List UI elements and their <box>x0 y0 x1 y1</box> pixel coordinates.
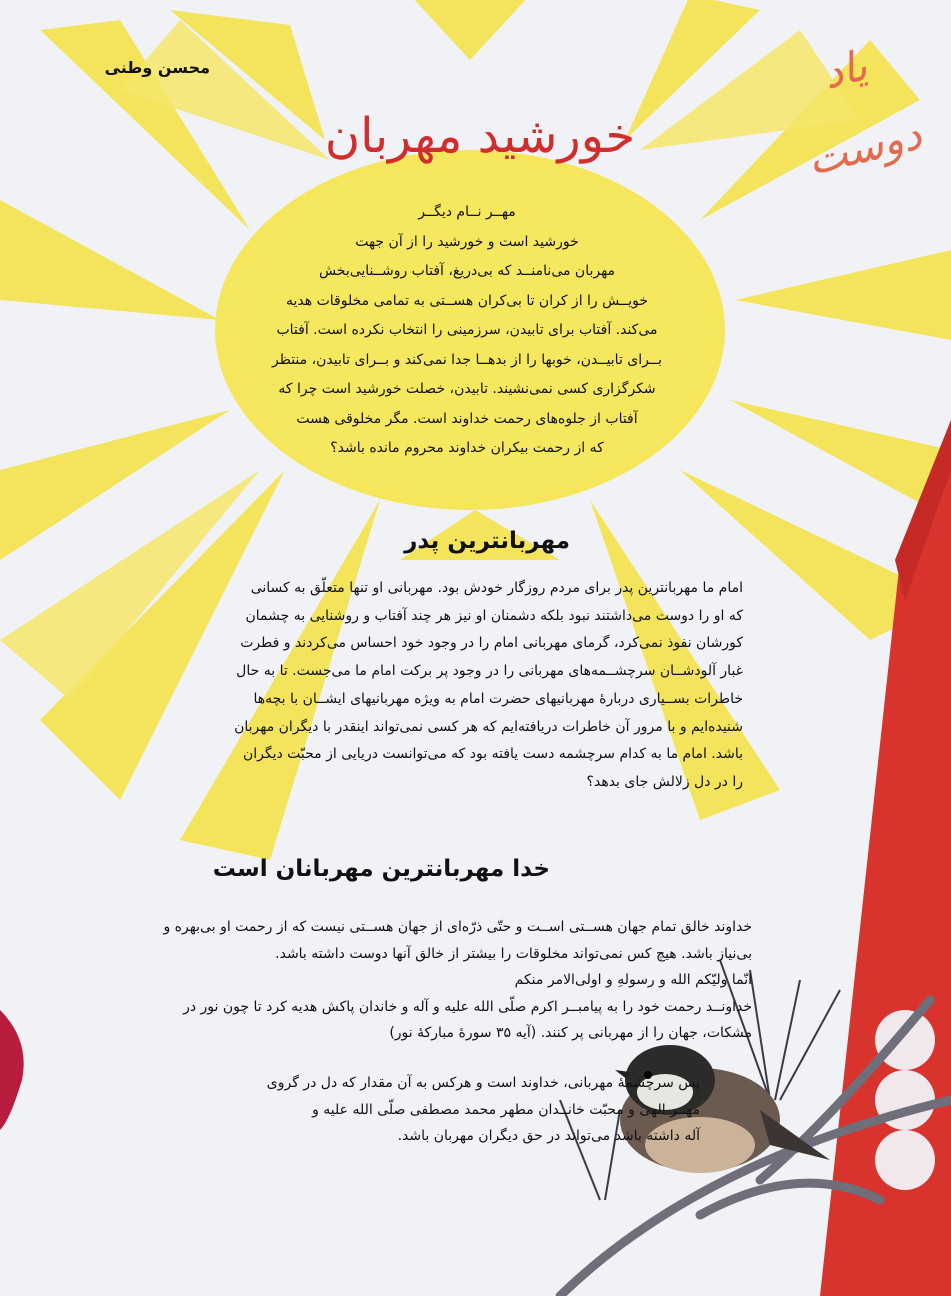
page-title: خورشید مهربان <box>324 108 636 164</box>
intro-line: مهربان می‌نامنــد که بی‌دریغ، آفتاب روشــنایی‌بخش <box>318 263 616 279</box>
father-line: کورشان نفوذ نمی‌کرد، گرمای مهربانی امام را در وجود خود احساس می‌کردند و فطرت <box>240 635 743 652</box>
intro-line: خورشید است و خورشید را از آن جهت <box>355 233 579 250</box>
father-paragraph <box>188 575 743 797</box>
father-line: غبار آلودشــان سرچشــمه‌های مهربانی را در وجود پر برکت امام ما می‌جست. تا به حال <box>236 663 743 680</box>
heading-kindest-father: مهربانترین پدر <box>404 528 570 554</box>
intro-line: مهــر نــام دیگــر <box>418 204 516 220</box>
intro-line: خویــش را از کران تا بی‌کران هســتی به تمامی مخلوقات هدیه <box>286 292 648 309</box>
intro-paragraph <box>232 198 702 464</box>
intro-line: آفتاب از جلوه‌های رحمت خداوند است. مگر مخلوقی هست <box>296 410 638 427</box>
closing-line: پس سرچشمۀ مهربانی، خداوند است و هرکس به آن مقدار که دل در گروی <box>266 1075 700 1091</box>
heading-god-kindest: خدا مهربانترین مهربانان است <box>212 856 550 882</box>
intro-line: بــرای تابیــدن، خوبها را از بدهــا جدا نمی‌کند و بــرای تابیدن، منتظر <box>272 351 662 368</box>
closing-line: آله داشته باشد می‌تواند در حق دیگران مهربان باشد. <box>397 1128 700 1144</box>
closing-paragraph <box>130 1070 700 1150</box>
god-line: خداوند خالق تمام جهان هســتی اســت و حتّی ذرّه‌ای از جهان هســتی نیست که از رحمت او بی‌بهره و <box>163 919 752 935</box>
magazine-logo: یاد دوست <box>802 40 927 185</box>
author-name: محسن وطنی <box>104 58 210 77</box>
intro-line: شکرگزاری کسی نمی‌نشیند. تابیدن، خصلت خورشید است چرا که <box>278 381 656 397</box>
father-line: شنیده‌ایم و با مرور آن خاطرات دریافته‌ایم که هر کسی نمی‌تواند اینقدر با دیگران مهربان <box>234 718 743 735</box>
god-line: خداونــد رحمت خود را به پیامبــر اکرم صلّی الله علیه و آله و خاندان پاکش هدیه کرد تا چون نور در <box>183 998 752 1015</box>
father-line: باشد. امام ما به کدام سرچشمه دست یافته بود که می‌توانست دریایی از محبّت دیگران <box>242 746 743 763</box>
intro-line: که از رحمت بیکران خداوند محروم مانده باشد؟ <box>330 440 604 456</box>
quran-verse: انّما ولیّکم الله و رسولهِ و اولی‌الامر منکم <box>514 972 752 988</box>
god-line: مشکات، جهان را از مهربانی پر کنند. (آیه ۳۵ سورۀ مبارکۀ نور) <box>389 1025 752 1041</box>
closing-line: مهــر الهی و محبّت خانــدان مطهر محمد مصطفی صلّی الله علیه و <box>312 1101 700 1118</box>
father-line: امام ما مهربانترین پدر برای مردم روزگار خودش بود. مهربانی او تنها متعلّق به کسانی <box>250 580 743 596</box>
god-line: بی‌نیاز باشد. هیچ کس نمی‌تواند مخلوقات را بیشتر از خالق آنها دوست داشته باشد. <box>275 945 752 962</box>
intro-line: می‌کند. آفتاب برای تابیدن، سرزمینی را انتخاب نکرده است. آفتاب <box>276 322 658 338</box>
god-paragraph <box>72 914 752 1047</box>
father-line: خاطرات بســیاری دربارۀ مهربانیهای حضرت امام به ویژه مهربانیهای ایشــان با بچه‌ها <box>253 690 743 707</box>
father-line: که او را دوست می‌داشتند نبود بلکه دشمنان او نیز هر چند آفتاب و روشنایی به چشمان <box>245 607 743 624</box>
father-line: را در دل زلالش جای بدهد؟ <box>586 773 743 790</box>
